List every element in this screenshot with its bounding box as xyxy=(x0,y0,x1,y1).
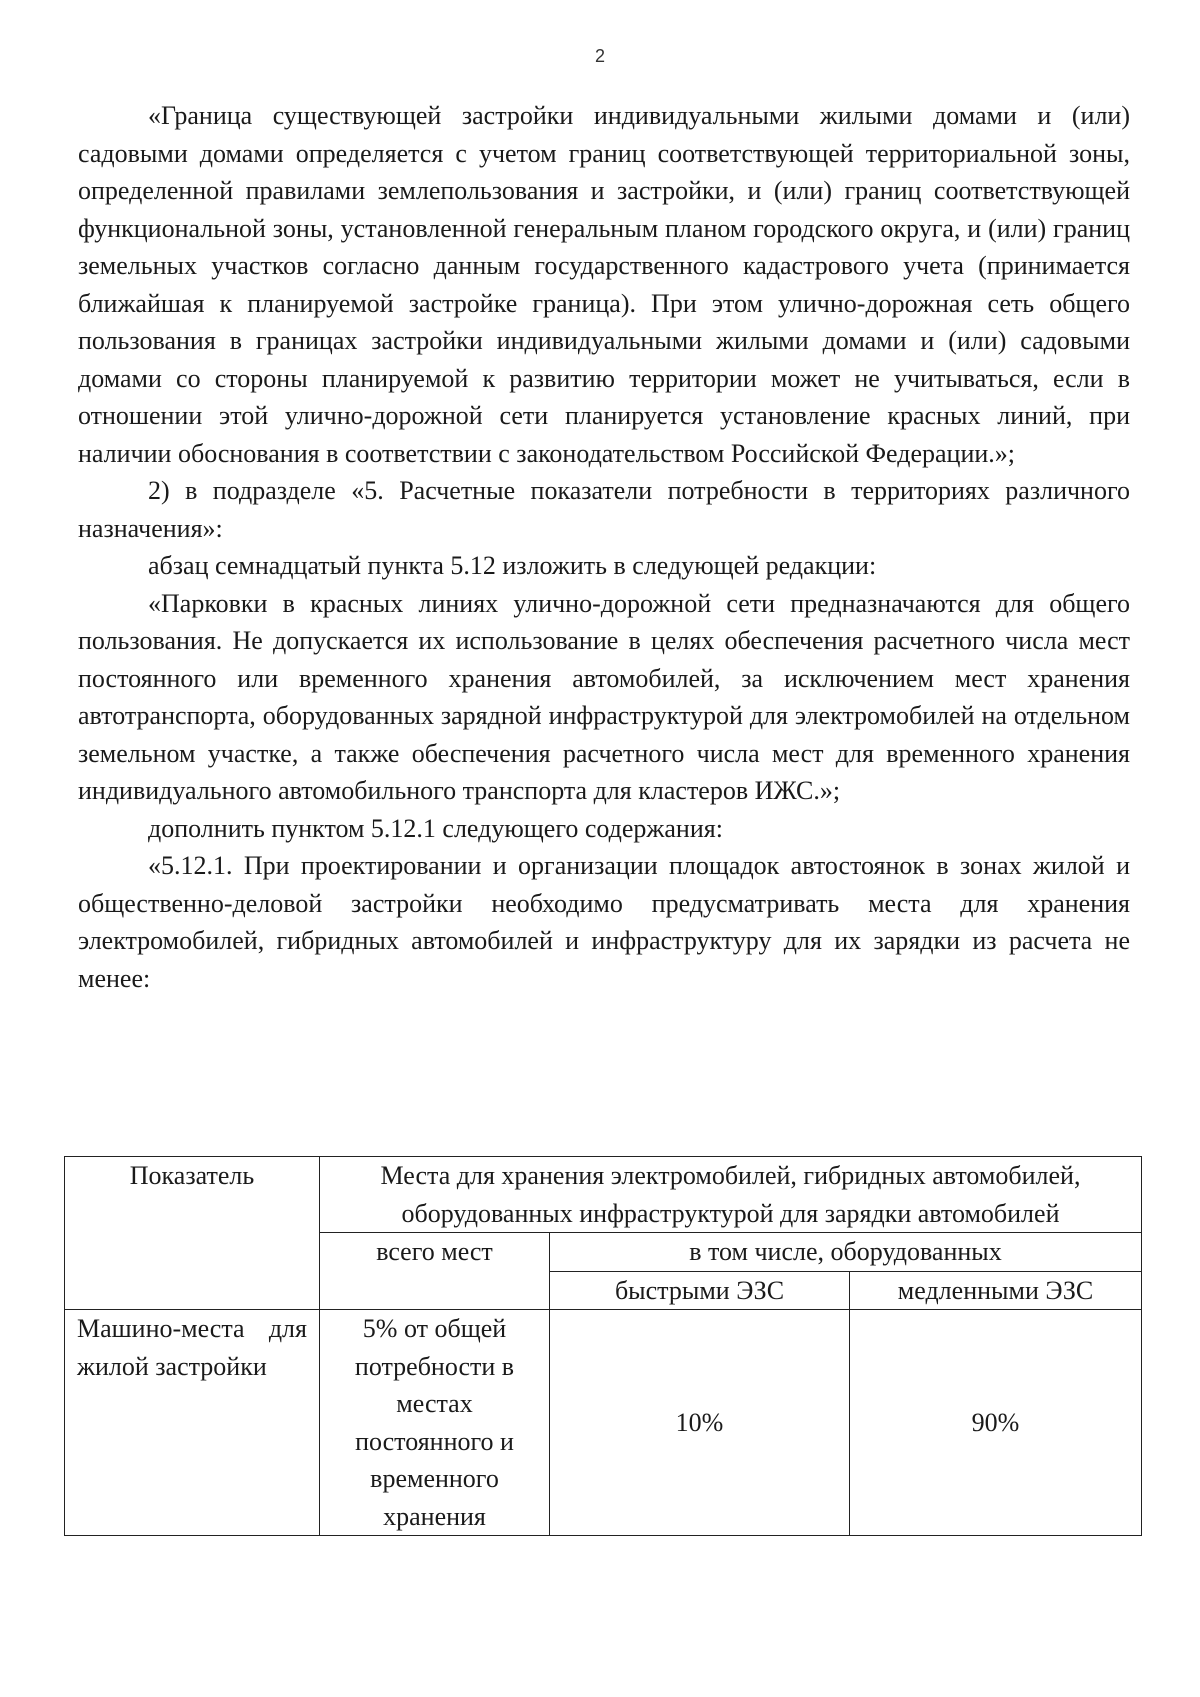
paragraph-boundary-definition: «Граница существующей застройки индивидуальными жилыми домами и (или) садовыми домами определяется с учетом границ соответствующей территориальной зоны, определенной правилами землепользования и застройки, и (или) границ соответствующей функциональной зоны, установленной генеральным планом городского округа, и (или) границ земельных участков согласно данным государственного кадастрового учета (принимается ближайшая к планируемой застройке граница). При этом улично-дорожная сеть общего пользования в границах застройки индивидуальными жилыми домами и (или) садовыми домами со стороны планируемой к развитию территории может не учитываться, если в отношении этой улично-дорожной сети планируется установление красных линий, при наличии обоснования в соответствии с законодательством Российской Федерации.»; xyxy=(78,101,1130,468)
header-fast-chargers: быстрыми ЭЗС xyxy=(550,1271,850,1310)
header-slow-chargers: медленными ЭЗС xyxy=(850,1271,1142,1310)
header-including-equipped: в том числе, оборудованных xyxy=(550,1233,1142,1272)
body-text xyxy=(78,97,1130,997)
row-fast-share: 10% xyxy=(550,1310,850,1536)
header-total-places: всего мест xyxy=(320,1233,550,1310)
paragraph-parking-red-lines: «Парковки в красных линиях улично-дорожной сети предназначаются для общего пользования. Не допускается их использование в целях обеспечения расчетного числа мест постоянного или временного хранения автомобилей, за исключением мест хранения автотранспорта, оборудованных зарядной инфраструктурой для электромобилей на отдельном земельном участке, а также обеспечения расчетного числа мест для временного хранения индивидуального автомобильного транспорта для кластеров ИЖС.»; xyxy=(78,588,1130,805)
table-row xyxy=(65,1310,1142,1536)
ev-parking-table xyxy=(64,1156,1142,1536)
page-number: 2 xyxy=(594,46,605,66)
table-header-row xyxy=(65,1157,1142,1233)
row-slow-share: 90% xyxy=(850,1310,1142,1536)
row-indicator: Машино-места для жилой застройки xyxy=(65,1310,320,1536)
row-total: 5% от общей потребности в местах постоянного и временного хранения xyxy=(320,1310,550,1536)
paragraph-subsection-5: 2) в подразделе «5. Расчетные показатели потребности в территориях различного назначения»: xyxy=(78,476,1130,543)
paragraph-add-5-12-1: дополнить пунктом 5.12.1 следующего содержания: xyxy=(148,813,723,843)
header-indicator: Показатель xyxy=(65,1157,320,1310)
header-places: Места для хранения электромобилей, гибридных автомобилей, оборудованных инфраструктурой для зарядки автомобилей xyxy=(320,1157,1142,1233)
paragraph-amend-5-12: абзац семнадцатый пункта 5.12 изложить в следующей редакции: xyxy=(148,551,877,580)
paragraph-5-12-1: «5.12.1. При проектировании и организации площадок автостоянок в зонах жилой и общественно-деловой застройки необходимо предусматривать места для хранения электромобилей, гибридных автомобилей и инфраструктуру для их зарядки из расчета не менее: xyxy=(78,851,1130,993)
